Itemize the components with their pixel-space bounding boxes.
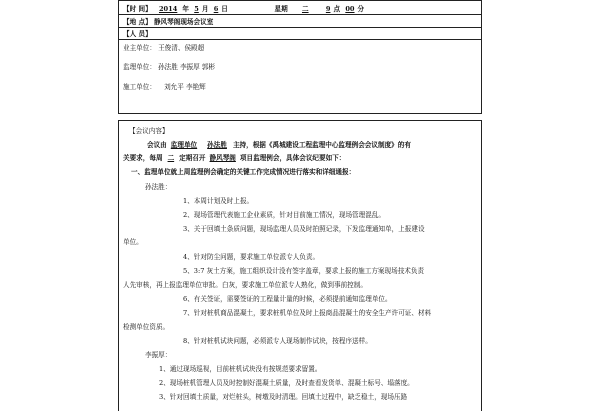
item-q1: 1、通过现场巡视，目前桩机试块没有按规范要求留置。 <box>159 365 322 373</box>
item-q2: 2、现场桩机管理人员及时控制好混凝土质量，及时查看发货单、混凝土标号、塌落度。 <box>159 379 414 387</box>
intro-host: 孙法胜 <box>207 141 227 149</box>
owner-row <box>123 44 204 52</box>
supervisor-row <box>123 63 215 71</box>
intro-text-2b: 定期召开 <box>179 154 206 162</box>
meeting-info-box <box>118 0 482 114</box>
speaker-2: 李振厚： <box>145 351 172 359</box>
item1-heading: 一、监理单位就上周监理例会确定的关键工作完成情况进行落实和详细通报： <box>131 168 356 176</box>
hour-value: 9 <box>325 5 331 13</box>
contractor-label: 施工单位： <box>123 83 156 91</box>
intro-text-2c: 项目监理例会，具体会议纪要如下： <box>239 154 346 162</box>
day-unit: 日 <box>221 5 228 13</box>
supervisor-value: 孙法胜 李振厚 郭彬 <box>158 63 216 71</box>
point-1: 1、本周计划及时上报。 <box>183 197 254 205</box>
contractor-value: 刘允平 李艳辉 <box>164 83 206 91</box>
month-value: 5 <box>194 5 199 13</box>
people-label: 【人 员】 <box>123 30 152 38</box>
intro-text-2a: 关要求，每周 <box>123 154 163 162</box>
point-2: 2、现场管理代表施工企业素质，针对目前施工情况，现场管理混乱。 <box>183 211 386 219</box>
month-unit: 月 <box>201 5 209 13</box>
hour-unit: 点 <box>333 5 341 13</box>
intro-project: 静风琴阁 <box>209 154 236 162</box>
intro-line-1 <box>147 141 411 149</box>
year-value: 2014 <box>158 5 178 13</box>
supervisor-label: 监理单位： <box>123 63 156 71</box>
point-7b: 检测单位资质。 <box>123 323 170 331</box>
intro-unit: 监理单位 <box>170 141 198 149</box>
point-8: 8、针对桩机试块问题，必须派专人现场制作试块，按程序送样。 <box>183 337 372 345</box>
day-value: 6 <box>213 5 219 13</box>
contractor-row <box>123 83 206 91</box>
section-label: 【会议内容】 <box>129 127 169 135</box>
weekday-label: 星期 <box>274 5 288 13</box>
meeting-content-box <box>118 120 482 411</box>
point-4: 4、针对防尘问题，要求施工单位派专人负责。 <box>183 253 320 261</box>
place-value: 静风琴阁现场会议室 <box>153 18 214 26</box>
intro-text-1a: 会议由 <box>147 141 167 149</box>
minute-value: 00 <box>345 5 355 13</box>
owner-value: 王俊清、侯殿超 <box>158 44 205 52</box>
time-label: 【时 间】 <box>123 5 152 13</box>
point-7a: 7、针对桩机商品混凝土，要求桩机单位及时上报商品混凝土的安全生产许可证、材料 <box>183 309 432 317</box>
point-5b: 人先审核，再上报监理单位审批。白灰，要求施工单位派专人熟化，做到事前控制。 <box>123 281 367 289</box>
owner-label: 业主单位： <box>123 44 156 52</box>
place-row <box>123 18 213 26</box>
point-5a: 5、3:7 灰土方案，施工组织设计没有签字盖章，要求上报的施工方案现场技术负责 <box>183 267 425 275</box>
intro-line-2 <box>123 154 345 162</box>
meeting-minutes-sheet <box>118 0 482 400</box>
year-unit: 年 <box>182 5 189 13</box>
intro-text-1b: 主持，根据《禹城建设工程监理中心监理例会会议制度》的有 <box>232 141 411 149</box>
intro-weekday: 二 <box>167 154 175 162</box>
weekday-value: 二 <box>301 5 309 13</box>
point-3a: 3、关于回填土条质问题，现场监理人员及时拍照记录，下发监理通知单，上报建设 <box>183 225 425 233</box>
point-6: 6、有关签证，需要签证的工程量计量的时候，必须提前通知监理单位。 <box>183 295 392 303</box>
speaker-1: 孙法胜： <box>145 183 172 191</box>
point-3b: 单位。 <box>123 238 143 246</box>
time-row <box>123 5 364 13</box>
item-q3: 3、针对回填土质量，对烂桩头，树墩及时清理。回填土过程中，缺乏稳土，现场压路 <box>159 393 408 401</box>
place-label: 【地 点】 <box>123 18 152 26</box>
minute-unit: 分 <box>357 5 365 13</box>
